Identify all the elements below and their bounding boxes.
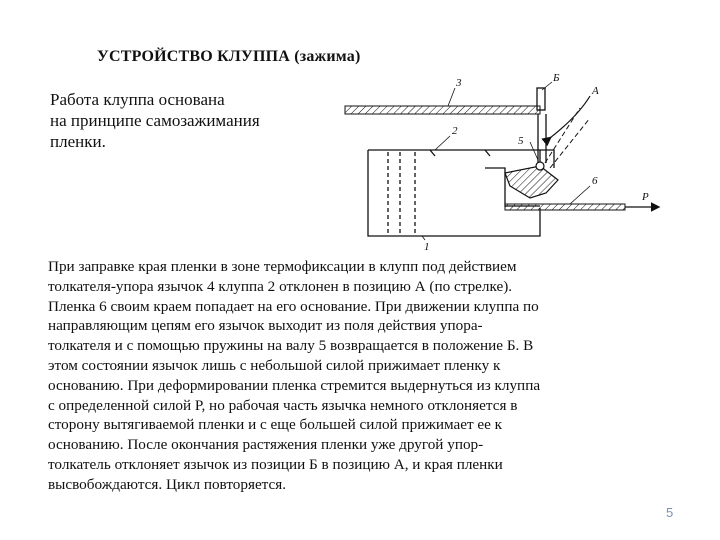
film — [505, 204, 625, 210]
body-line: толкателя и с помощью пружины на валу 5 возвращается в положение Б. В — [48, 337, 534, 355]
body-line: толкателя-упора язычок 4 клуппа 2 отклонен в позицию А (по стрелке). — [48, 277, 513, 295]
clip-tongue — [505, 166, 558, 198]
label-part6: 6 — [592, 175, 598, 187]
body-line: с определенной силой Р, но рабочая часть язычка немного отклоняется в — [48, 396, 518, 414]
page-number: 5 — [666, 505, 674, 520]
body-text — [48, 257, 668, 495]
body-line: При заправке края пленки в зоне термофиксации в клупп под действием — [48, 258, 517, 275]
label-part3: 3 — [456, 77, 462, 89]
body-line: толкатель отклоняет язычок из позиции Б в позицию А, и края пленки — [48, 455, 503, 473]
position-dash — [545, 108, 590, 168]
label-force: P — [642, 191, 649, 203]
label-part1: 1 — [424, 241, 430, 253]
spring-shaft — [536, 162, 544, 170]
intro-line: Работа клуппа основана — [50, 90, 225, 109]
body-line: этом состоянии язычок лишь с небольшой силой прижимает пленку к — [48, 356, 501, 374]
body-line: Пленка 6 своим краем попадает на его основание. При движении клуппа по — [48, 297, 539, 315]
body-line: сторону вытягиваемой пленки и с еще большей силой прижимает ее к — [48, 416, 503, 434]
label-posB: Б — [553, 72, 560, 84]
intro-line: на принципе самозажимания — [50, 111, 260, 130]
body-line: высвобождаются. Цикл повторяется. — [48, 475, 287, 493]
label-posA: А — [592, 85, 599, 97]
label-part5: 5 — [518, 135, 524, 147]
intro-line: пленки. — [50, 132, 106, 151]
body-line: основанию. После окончания растяжения пленки уже другой упор- — [48, 436, 484, 454]
guide-rail — [345, 106, 540, 114]
intro-text — [50, 89, 320, 152]
body-line: направляющим цепям его язычок выходит из поля действия упора- — [48, 317, 483, 335]
clip-diagram — [340, 68, 670, 253]
slide-title: УСТРОЙСТВО КЛУППА (зажима) — [97, 48, 361, 65]
body-line: основанию. При деформировании пленка стремится выдернуться из клуппа — [48, 376, 541, 394]
position-arc — [550, 96, 590, 138]
label-part2: 2 — [452, 125, 458, 137]
clip-body — [368, 150, 540, 236]
